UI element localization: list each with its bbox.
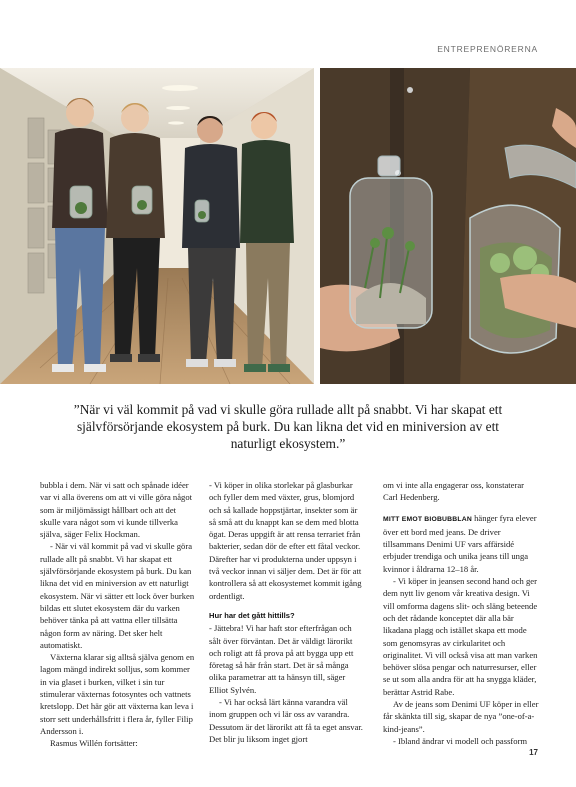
photo-terrarium-closeup [320,68,576,384]
text-column-1 [40,479,196,750]
run-in-heading: MITT EMOT BIOBUBBLAN [383,515,472,523]
subheading: Hur har det gått hittills? [209,610,295,620]
paragraph-text: hänger fyra elever över ett bord med jeans. De driver tillsammans Denimi UF vars affärsidé erbjuder trendiga och unika jeans till unga kvinnor i åldrarna 12–18 år. [383,512,537,574]
paragraph: - Vi köper in olika storlekar på glasburkar och fyller dem med växter, grus, blomjord och så kallade hoppstjärtar, insekter som är så små att du knappt kan se dem med blotta ögat. Deras uppgift är att rensa terrariet från bakterier, sedan dör de efter ett fåtal veckor. Därefter har vi produkterna under uppsyn i två veckor innan vi säljer dem. Det är för att kontrollera så att ekosystemet kommit igång ordentligt. [209,480,362,601]
paragraph: - Vi har också lärt känna varandra väl inom gruppen och vi lär oss av varandra. Dessutom är det lärorikt att få ta eget ansvar. Det blir ju liksom inget gjort [209,697,363,744]
paragraph: - När vi väl kommit på vad vi skulle göra rullade allt på snabbt. Vi har skapat ett självförsörjande ekosystem på burk. Du kan likna det vid en miniversion av ett naturligt ekosystem. När vi sätter ett lock över burken bildas ett slutet ekosystem där du varken behöver tänka på att vattna eller tillsätta någon form av näring. Det sker helt automatiskt. [40,541,195,650]
paragraph: Växterna klarar sig alltså själva genom en lagom mängd indirekt solljus, som kommer in via glaset i burken, vilket i sin tur stimulerar växternas fotosyntes och vattnets kretslopp. Det här gör att växterna kan leva i storr sett underhållsfritt i flera år, fyller Filip Andersson i. [40,652,195,736]
paragraph: - Jättebra! Vi har haft stor efterfrågan och sålt över förväntan. Det är väldigt lärorikt och roligt att få prova på att bygga upp ett företag så här från start. Det är så många olika parametrar att ta hänsyn till, säger Elliot Sylvén. [209,623,354,695]
page-number: 17 [529,748,538,757]
photo-students-corridor [0,68,314,384]
paragraph [383,512,539,575]
paragraph: - Ibland ändrar vi modell och passform [393,735,528,746]
pull-quote: ”När vi väl kommit på vad vi skulle göra rullade allt på snabbt. Vi har skapat ett självförsörjande ekosystem på burk. Du kan likna det vid en miniversion av ett naturligt ekosystem.” [73,402,503,451]
paragraph: om vi inte alla engagerar oss, konstaterar Carl Hedenberg. [383,480,525,503]
paragraph: Rasmus Willén fortsätter: [50,738,138,749]
text-column-3 [383,479,539,747]
text-column-2 [209,479,365,745]
section-label: ENTREPRENÖRERNA [437,44,538,54]
paragraph: Av de jeans som Denimi UF köper in eller får skänkta till sig, skapar de nya ”one-of-a-kind-jeans”. [383,699,539,734]
paragraph: bubbla i dem. När vi satt och spånade idéer var vi alla överens om att vi ville göra något som är miljömässigt hållbart och att det skulle vara något som vi kunde tillverka själva, säger Felix Hockman. [40,480,193,540]
paragraph: - Vi köper in jeansen second hand och ger dem nytt liv genom vår kreativa design. Vi vill omforma dagens slit- och släng beteende och det rådande konceptet där alla bär likadana plagg och istället skapa ett mode som genomsyras av cirkularitet och originalitet. Vi vill också visa att man varken behöver slösa pengar och naturresurser, eller se ut som alla andra för att ha snygga kläder, berättar Astrid Rabe. [383,576,538,697]
